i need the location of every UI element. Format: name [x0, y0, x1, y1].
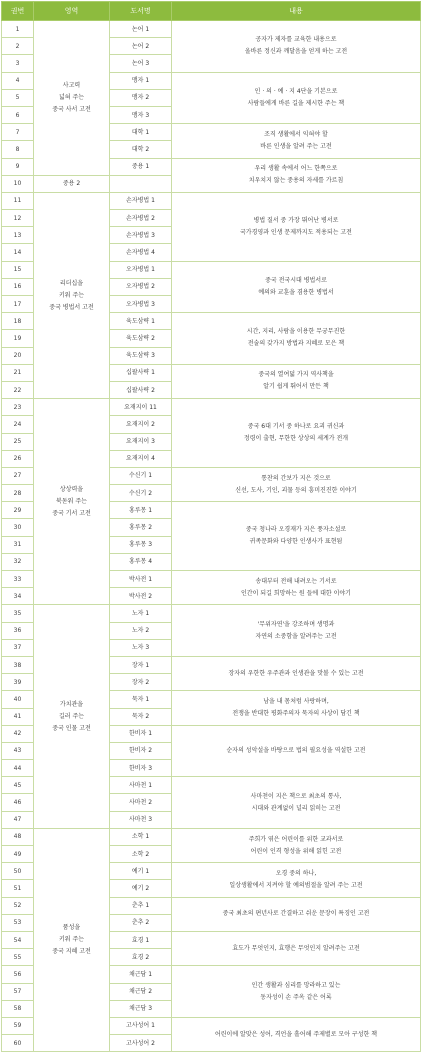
book-title: 맹자 3: [110, 106, 172, 123]
book-title: 박사전 1: [110, 571, 172, 588]
volume-number: 20: [2, 347, 34, 364]
book-title: 소학 2: [110, 846, 172, 863]
description-line: 전쟁을 반대한 평화주의자 묵자의 사상이 담긴 책: [232, 710, 360, 717]
area-line: 상상력을: [59, 485, 84, 493]
description-line: 어린이 인격 형성을 위해 읽힌 고전: [250, 847, 342, 855]
book-title: 효경 2: [110, 949, 172, 966]
description-line: 우리 생활 속에서 어느 한쪽으로: [254, 165, 338, 173]
volume-number: 7: [2, 124, 34, 141]
volume-number: 21: [2, 364, 34, 381]
area-line: 사고력: [62, 81, 81, 89]
book-title: 노자 2: [110, 622, 172, 639]
description-line: 시간, 지리, 사람을 이용한 무궁무진한: [246, 328, 346, 336]
description-cell: [172, 313, 421, 365]
description-cell: [172, 502, 421, 571]
description-line: '무위자연'을 강조하며 생명과: [257, 620, 335, 628]
description-line: 주희가 엮은 어린이를 위한 교과서로: [248, 835, 344, 843]
volume-number: 37: [2, 639, 34, 656]
description-line: 사마천이 지은 책으로 최초의 통사,: [250, 792, 342, 800]
description-cell: [172, 192, 421, 261]
description-cell: [172, 158, 421, 192]
area-line: 길러 주는: [58, 712, 85, 720]
description-line: 정령이 출현, 무한한 상상의 세계가 전개: [243, 435, 349, 442]
volume-number: 40: [2, 691, 34, 708]
volume-number: 13: [2, 227, 34, 244]
description-line: 알기 쉽게 뛰어서 만든 책: [263, 383, 329, 391]
area-line: 중국 기서 고전: [52, 509, 91, 517]
table-row: [2, 399, 421, 416]
description-line: 사람들에게 바른 길을 제시한 주는 책: [247, 99, 345, 107]
description-line: 바른 인생을 알려 주는 고전: [260, 142, 332, 150]
description-line: 중국 최초의 편년사로 간결하고 쉬운 문장이 특징인 고전: [222, 910, 370, 918]
book-title: 논어 2: [110, 38, 172, 55]
description-line: 귀족문화와 다양한 인생사가 표현됨: [249, 538, 343, 546]
area-cell: [34, 828, 110, 1051]
book-title: 십팔사략 1: [110, 364, 172, 381]
book-title: 고사성어 1: [110, 1017, 172, 1034]
book-title: 오자병법 1: [110, 261, 172, 278]
volume-number: 26: [2, 450, 34, 467]
volume-number: 3: [2, 55, 34, 72]
description-line: 남을 내 몸처럼 사랑하며,: [263, 698, 329, 705]
description-line: 인간이 되길 희망하는 원 들에 대한 이야기: [241, 589, 351, 597]
description-cell: [172, 656, 421, 690]
description-cell: [172, 571, 421, 605]
book-title: 맹자 1: [110, 72, 172, 89]
book-title: 한비자 2: [110, 742, 172, 759]
volume-number: 60: [2, 1035, 34, 1052]
header-row: [2, 2, 421, 21]
volume-number: 6: [2, 106, 34, 123]
description-line: 인 · 의 · 예 · 지 4단을 기본으로: [254, 87, 338, 95]
volume-number: 46: [2, 794, 34, 811]
book-title: 육도삼략 2: [110, 330, 172, 347]
description-line: 통찬의 간보가 지은 것으로: [261, 474, 331, 482]
book-title: 십팔사략 2: [110, 381, 172, 398]
volume-number: 17: [2, 296, 34, 313]
description-cell: [172, 897, 421, 931]
book-title: 중용 1: [110, 158, 172, 175]
description-cell: [172, 261, 421, 313]
description-line: 인간 생활과 심리를 망라하고 있는: [251, 981, 341, 989]
book-list-table: [1, 1, 421, 1052]
volume-number: 32: [2, 553, 34, 570]
table-row: [2, 828, 421, 845]
book-title: 논어 3: [110, 55, 172, 72]
volume-number: 58: [2, 1000, 34, 1017]
description-cell: [172, 828, 421, 862]
book-title: 노자 1: [110, 605, 172, 622]
description-line: 예의와 교훈을 겸용한 병법서: [258, 288, 334, 296]
book-title: 장자 1: [110, 656, 172, 673]
description-cell: [172, 399, 421, 468]
volume-number: 41: [2, 708, 34, 725]
area-line: 중국 사서 고전: [52, 105, 91, 113]
book-title: 묵자 1: [110, 691, 172, 708]
volume-number: 48: [2, 828, 34, 845]
header-title: 도서명: [110, 2, 172, 21]
volume-number: 38: [2, 656, 34, 673]
area-line: 품성을: [62, 924, 81, 932]
volume-number: 59: [2, 1017, 34, 1034]
description-cell: [172, 725, 421, 777]
table-body: [2, 21, 421, 1052]
volume-number: 14: [2, 244, 34, 261]
volume-number: 33: [2, 571, 34, 588]
book-title: 채근담 1: [110, 966, 172, 983]
volume-number: 29: [2, 502, 34, 519]
book-title: 고사성어 2: [110, 1035, 172, 1052]
header-area: 영역: [34, 2, 110, 21]
description-line: 동자성이 손 주옥 같은 어록: [260, 993, 332, 1001]
volume-number: 34: [2, 588, 34, 605]
volume-number: 51: [2, 880, 34, 897]
book-title: 채근담 3: [110, 1000, 172, 1017]
description-line: 공자가 제자를 교육한 내용으로: [255, 36, 337, 44]
book-title: 박사전 2: [110, 588, 172, 605]
volume-number: 30: [2, 519, 34, 536]
area-cell: [34, 605, 110, 828]
area-line: 가치관을: [59, 700, 84, 708]
description-line: 치우치지 않는 중용의 자세를 가르침: [248, 177, 344, 185]
area-line: 넓혀 주는: [58, 93, 85, 101]
description-cell: [172, 1017, 421, 1051]
book-title: 사마천 2: [110, 794, 172, 811]
volume-number: 11: [2, 192, 34, 209]
book-title: 예기 1: [110, 863, 172, 880]
volume-number: 1: [2, 21, 34, 38]
area-line: 키워 주는: [58, 936, 85, 944]
book-title: 논어 1: [110, 21, 172, 38]
volume-number: 52: [2, 897, 34, 914]
volume-number: 4: [2, 72, 34, 89]
description-line: 국가경영과 인생 문제까지도 적용되는 고전: [240, 228, 352, 236]
description-line: 장자의 우한한 우주관과 인생관을 맛볼 수 있는 고전: [228, 669, 364, 677]
volume-number: 2: [2, 38, 34, 55]
volume-number: 19: [2, 330, 34, 347]
book-title: 손자병법 3: [110, 227, 172, 244]
volume-number: 12: [2, 210, 34, 227]
table-row: [2, 21, 421, 38]
book-title: 수신기 1: [110, 467, 172, 484]
description-cell: [172, 21, 421, 73]
description-cell: [172, 124, 421, 158]
book-title: 오자병법 2: [110, 278, 172, 295]
book-title: 소학 1: [110, 828, 172, 845]
book-title: 춘추 2: [110, 914, 172, 931]
area-cell: [34, 21, 110, 176]
volume-number: 56: [2, 966, 34, 983]
volume-number: 22: [2, 381, 34, 398]
book-title: 중용 2: [34, 175, 110, 192]
book-title: 육도삼략 3: [110, 347, 172, 364]
description-line: 시대와 관계없이 널리 읽히는 고전: [251, 804, 341, 812]
header-content: 내용: [172, 2, 421, 21]
description-line: 효도가 무엇인지, 효행은 무엇인지 알려주는 고전: [232, 944, 360, 952]
description-cell: [172, 467, 421, 501]
book-title: 수신기 2: [110, 485, 172, 502]
description-cell: [172, 931, 421, 965]
volume-number: 36: [2, 622, 34, 639]
volume-number: 53: [2, 914, 34, 931]
book-title: 예기 2: [110, 880, 172, 897]
book-title: 홍루몽 1: [110, 502, 172, 519]
volume-number: 9: [2, 158, 34, 175]
volume-number: 31: [2, 536, 34, 553]
volume-number: 16: [2, 278, 34, 295]
description-line: 중국의 열여덟 가지 역사책을: [258, 371, 334, 379]
volume-number: 15: [2, 261, 34, 278]
description-line: 자연의 소중함을 알려주는 고전: [255, 632, 337, 640]
volume-number: 57: [2, 983, 34, 1000]
volume-number: 39: [2, 674, 34, 691]
book-title: 묵자 2: [110, 708, 172, 725]
volume-number: 25: [2, 433, 34, 450]
book-title: 사마천 3: [110, 811, 172, 828]
header-volume: 권번: [2, 2, 34, 21]
description-line: 전술의 갖가지 방법과 지혜로 모은 책: [247, 340, 345, 348]
book-title: 맹자 2: [110, 89, 172, 106]
description-cell: [172, 863, 421, 897]
description-line: 일상생활에서 지켜야 할 예의범절을 알려 주는 고전: [229, 881, 363, 889]
area-line: 중국 병법서 고전: [49, 303, 94, 311]
volume-number: 10: [2, 175, 34, 192]
book-title: 대학 1: [110, 124, 172, 141]
volume-number: 8: [2, 141, 34, 158]
description-cell: [172, 691, 421, 725]
description-line: 신선, 도사, 기인, 괴물 등의 흥미진진한 이야기: [235, 486, 357, 494]
area-line: 북돋워 주는: [56, 497, 87, 505]
description-line: 올바른 정신과 깨달음을 얻게 하는 고전: [244, 48, 348, 56]
description-cell: [172, 777, 421, 829]
volume-number: 18: [2, 313, 34, 330]
book-title: 요재지이 4: [110, 450, 172, 467]
book-title: 홍루몽 2: [110, 519, 172, 536]
book-title: 춘추 1: [110, 897, 172, 914]
description-cell: [172, 605, 421, 657]
table-row: [2, 192, 421, 209]
book-title: 효경 1: [110, 931, 172, 948]
description-line: 중국 전국시대 병법서로: [265, 276, 327, 284]
book-title: 손자병법 4: [110, 244, 172, 261]
area-cell: [34, 192, 110, 398]
volume-number: 45: [2, 777, 34, 794]
volume-number: 54: [2, 931, 34, 948]
area-line: 중국 인물 고전: [52, 724, 91, 732]
book-title: 요재지이 3: [110, 433, 172, 450]
volume-number: 55: [2, 949, 34, 966]
description-cell: [172, 72, 421, 124]
book-title: 채근담 2: [110, 983, 172, 1000]
area-cell: [34, 399, 110, 605]
book-title: 오자병법 3: [110, 296, 172, 313]
book-title: 홍루몽 3: [110, 536, 172, 553]
book-title: 장자 2: [110, 674, 172, 691]
area-line: 중국 지혜 고전: [52, 948, 91, 956]
volume-number: 5: [2, 89, 34, 106]
book-title: 노자 3: [110, 639, 172, 656]
area-line: 키워 주는: [58, 291, 85, 299]
description-line: 송대부터 전해 내려오는 기서로: [255, 577, 337, 585]
volume-number: 35: [2, 605, 34, 622]
book-title: 요재지이 11: [110, 399, 172, 416]
description-cell: [172, 364, 421, 398]
description-line: 오경 중의 하나,: [275, 869, 317, 877]
description-line: 중국 6대 기서 중 하나로 요괴 귀신과: [247, 423, 345, 430]
description-line: 조직 생활에서 익혀야 할: [264, 130, 328, 138]
book-title: 사마천 1: [110, 777, 172, 794]
volume-number: 23: [2, 399, 34, 416]
book-title: 요재지이 2: [110, 416, 172, 433]
book-title: 홍루몽 4: [110, 553, 172, 570]
description-cell: [172, 966, 421, 1018]
description-line: 중국 청나라 오경재가 지은 풍자소설로: [245, 526, 347, 534]
volume-number: 42: [2, 725, 34, 742]
volume-number: 27: [2, 467, 34, 484]
volume-number: 43: [2, 742, 34, 759]
description-line: 순자의 성악설을 바탕으로 법의 필요성을 역설한 고전: [226, 746, 366, 754]
book-title: 대학 2: [110, 141, 172, 158]
table-row: [2, 605, 421, 622]
volume-number: 47: [2, 811, 34, 828]
book-title: 한비자 3: [110, 760, 172, 777]
book-title: 육도삼략 1: [110, 313, 172, 330]
volume-number: 44: [2, 760, 34, 777]
volume-number: 49: [2, 846, 34, 863]
book-title: 손자병법 2: [110, 210, 172, 227]
volume-number: 50: [2, 863, 34, 880]
area-line: 리더십을: [59, 279, 84, 287]
description-line: 어린이에 알맞은 성어, 격언을 흘어해 주제별로 모아 구성한 책: [214, 1030, 378, 1038]
description-line: 병법 질서 중 가장 뛰어난 병서로: [253, 216, 339, 224]
book-title: 한비자 1: [110, 725, 172, 742]
volume-number: 28: [2, 485, 34, 502]
book-title: 손자병법 1: [110, 192, 172, 209]
volume-number: 24: [2, 416, 34, 433]
